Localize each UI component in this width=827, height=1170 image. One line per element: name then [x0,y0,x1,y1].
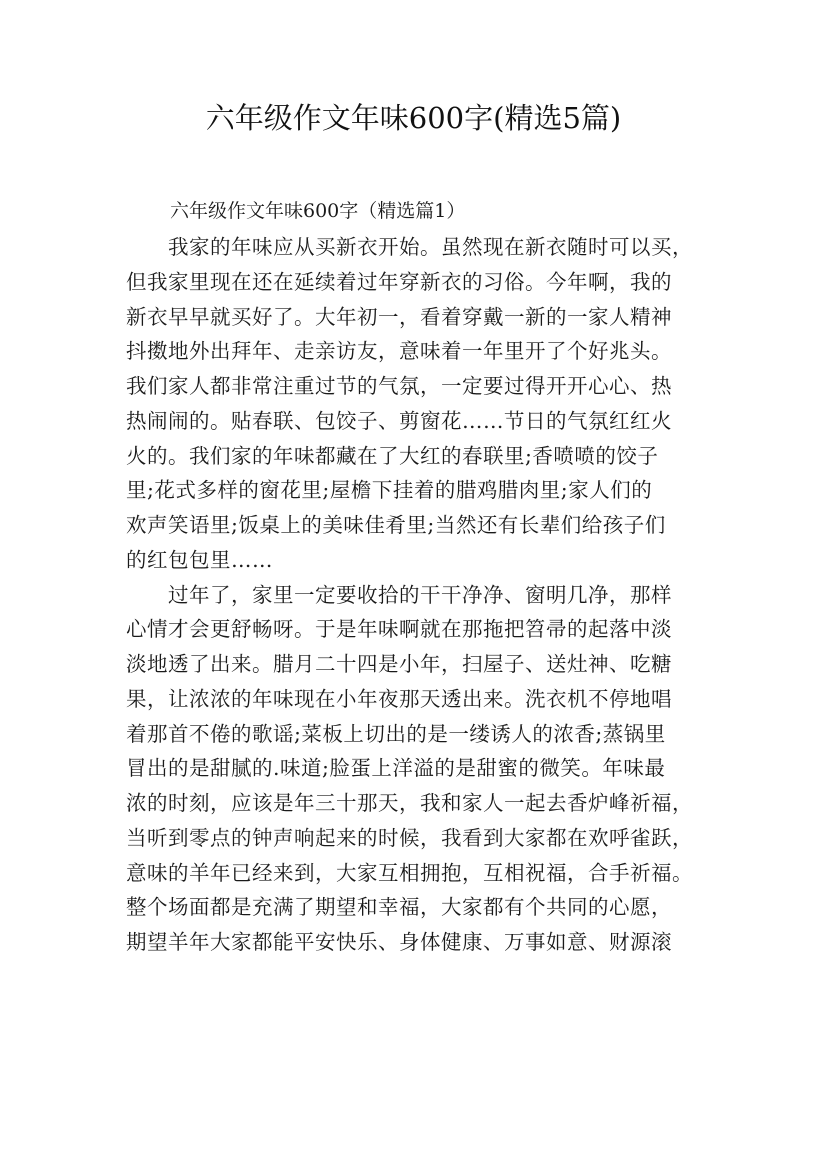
text-line: 果，让浓浓的年味现在小年夜那天透出来。洗衣机不停地唱 [126,686,672,711]
text-line: 着那首不倦的歌谣;菜板上切出的是一缕诱人的浓香;蒸锅里 [126,721,666,746]
text-line: 意味的羊年已经来到，大家互相拥抱，互相祝福，合手祈福。 [126,860,693,885]
text-line: 我家的年味应从买新衣开始。虽然现在新衣随时可以买， [126,235,693,259]
text-line: 当听到零点的钟声响起来的时候，我看到大家都在欢呼雀跃， [126,825,693,850]
text-line: 抖擞地外出拜年、走亲访友，意味着一年里开了个好兆头。 [126,339,672,364]
text-line: 欢声笑语里;饭桌上的美味佳肴里;当然还有长辈们给孩子们 [126,513,666,537]
text-line: 浓的时刻，应该是年三十那天，我和家人一起去香炉峰祈福， [126,791,693,815]
text-line: 淡地透了出来。腊月二十四是小年，扫屋子、送灶神、吃糖 [126,652,672,676]
text-line: 整个场面都是充满了期望和幸福，大家都有个共同的心愿， [126,895,672,920]
text-line: 火的。我们家的年味都藏在了大红的春联里;香喷喷的饺子 [126,443,659,468]
section-heading: 六年级作文年味600字（精选篇1） [170,200,466,222]
text-line: 热闹闹的。贴春联、包饺子、剪窗花……节日的气氛红红火 [126,408,672,433]
text-line: 冒出的是甜腻的.味道;脸蛋上洋溢的是甜蜜的微笑。年味最 [126,756,666,781]
text-line: 但我家里现在还在延续着过年穿新衣的习俗。今年啊，我的 [126,269,672,294]
text-line: 过年了，家里一定要收拾的干干净净、窗明几净，那样 [126,582,672,607]
text-line: 期望羊年大家都能平安快乐、身体健康、万事如意、财源滚 [126,930,672,954]
text-line: 心情才会更舒畅呀。于是年味啊就在那拖把笤帚的起落中淡 [126,617,672,642]
article-body [126,230,726,960]
text-line: 里;花式多样的窗花里;屋檐下挂着的腊鸡腊肉里;家人们的 [126,478,653,503]
text-line: 新衣早早就买好了。大年初一，看着穿戴一新的一家人精神 [126,304,672,329]
text-line: 我们家人都非常注重过节的气氛，一定要过得开开心心、热 [126,374,672,398]
text-line: 的红包包里…… [126,547,273,572]
document-title: 六年级作文年味600字(精选5篇) [205,101,622,135]
